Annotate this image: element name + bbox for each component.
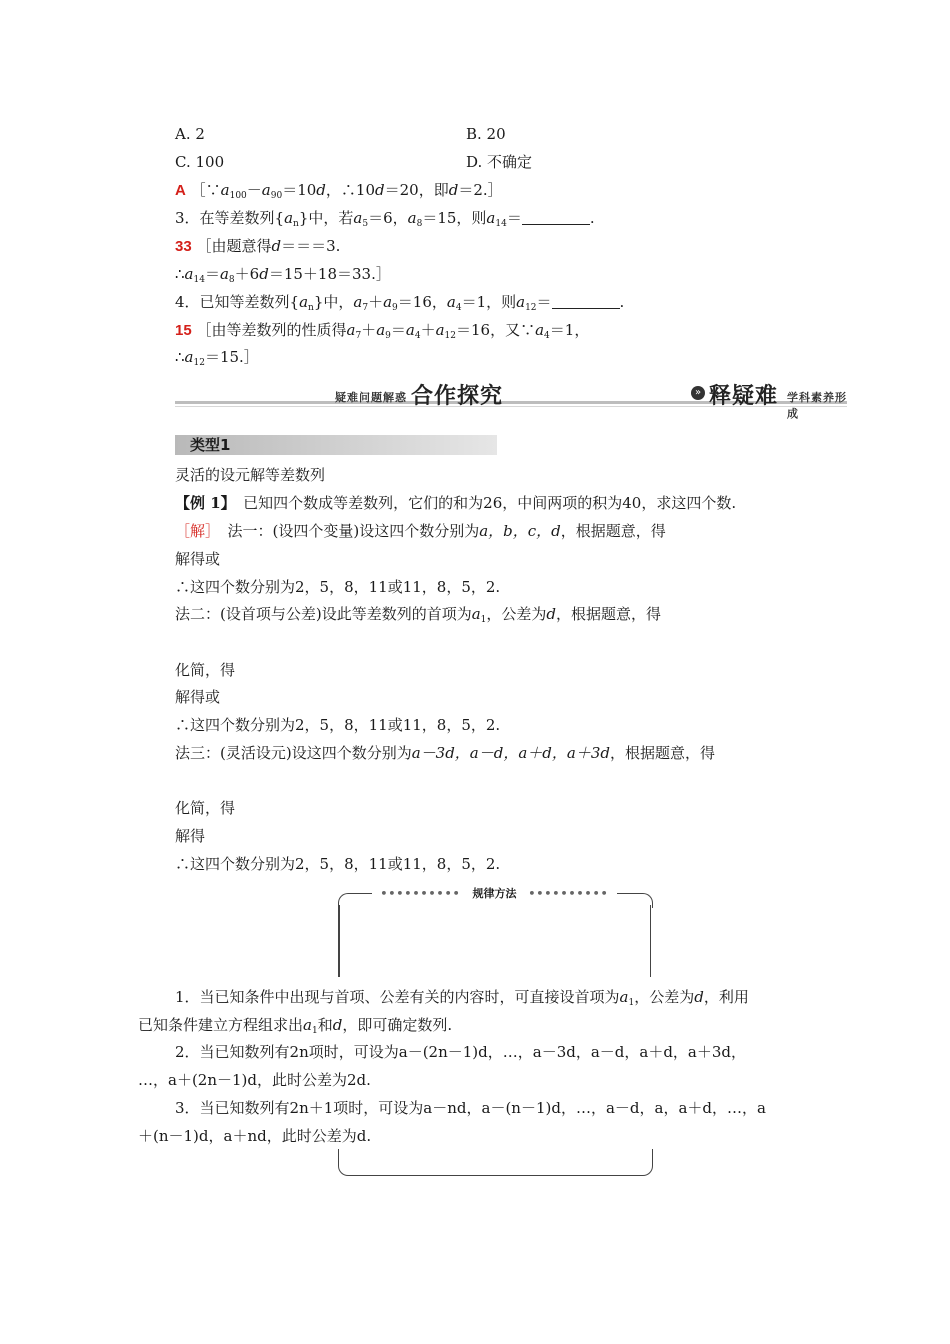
q3-answer-line2: $\therefore a_{14}=a_8+6d=15+18=33.]$ xyxy=(175,265,391,285)
answer-blank xyxy=(522,210,590,225)
answer-letter: A xyxy=(175,182,186,199)
question-3: 3．在等差数列$\{a_n\}$中，若$a_5=6$，$a_8=15$，则$a_{14}=$ . xyxy=(175,209,595,229)
method-point-3-line2: ＋(n－1)d，a＋nd，此时公差为d. xyxy=(138,1127,372,1145)
method-point-1-line1: 1．当已知条件中出现与首项、公差有关的内容时，可直接设首项为$a_1$，公差为d，利用 xyxy=(175,988,749,1008)
solution-method-1: ［解］ 法一：(设四个变量)设这四个数分别为a，b，c，d，根据题意，得 xyxy=(175,522,666,540)
type-tag: 类型1 xyxy=(175,435,497,455)
answer-blank xyxy=(552,294,620,309)
method-point-2-line2: …，a＋(2n－1)d，此时公差为2d. xyxy=(138,1071,371,1089)
solution-method-3: 法三：(灵活设元)设这四个数分别为a－3d，a－d，a＋d，a＋3d，根据题意，得 xyxy=(175,744,716,762)
simplify-3: 化简，得 xyxy=(175,799,236,817)
solve-3: 解得 xyxy=(175,827,206,845)
q4-answer: 15 ［由等差数列的性质得$a_7+a_9=a_4+a_{12}=16$，又$\because a_4=1$， xyxy=(175,321,590,341)
method-point-3-line1: 3．当已知数列有2n＋1项时，可设为a－nd，a－(n－1)d，…，a－d，a，a＋d，…，a xyxy=(175,1099,766,1117)
question-4: 4．已知等差数列$\{a_n\}$中，$a_7+a_9=16$，$a_4=1$，则$a_{12}=$ . xyxy=(175,293,625,313)
q2-answer: A $[\because a_{100}-a_{90}=10d$，∴10d＝20，即d＝2.］ xyxy=(175,181,503,201)
method-box-title: •••••••••• 规律方法 •••••••••• xyxy=(338,885,651,901)
simplify-2: 化简，得 xyxy=(175,661,236,679)
result-2: ∴这四个数分别为2，5，8，11或11，8，5，2. xyxy=(175,716,501,734)
example-1: 【例 1】 已知四个数成等差数列，它们的和为26，中间两项的积为40，求这四个数. xyxy=(175,494,737,512)
option-b: B. 20 xyxy=(466,125,506,143)
solve-or-2: 解得或 xyxy=(175,688,221,706)
section-title: 灵活的设元解等差数列 xyxy=(175,466,326,484)
method-point-1-line2: 已知条件建立方程组求出$a_1$和d，即可确定数列. xyxy=(138,1016,453,1036)
result-3: ∴这四个数分别为2，5，8，11或11，8，5，2. xyxy=(175,855,501,873)
result-1: ∴这四个数分别为2，5，8，11或11，8，5，2. xyxy=(175,578,501,596)
q3-answer: 33 ［由题意得d＝＝＝3. xyxy=(175,237,341,255)
solve-or-1: 解得或 xyxy=(175,550,221,568)
option-a: A. 2 xyxy=(175,125,205,143)
q4-answer-line2: $\therefore a_{12}=15.]$ xyxy=(175,348,259,368)
section-banner: 疑难问题解惑 合作探究 » 释疑难 学科素养形成 xyxy=(175,377,847,417)
method-point-2-line1: 2．当已知数列有2n项时，可设为a－(2n－1)d，…，a－3d，a－d，a＋d，a＋3d， xyxy=(175,1043,747,1061)
option-c: C. 100 xyxy=(175,153,225,171)
arrow-icon: » xyxy=(691,386,705,400)
option-d: D. 不确定 xyxy=(466,153,533,171)
solution-method-2: 法二：(设首项与公差)设此等差数列的首项为$a_1$，公差为d，根据题意，得 xyxy=(175,605,662,625)
